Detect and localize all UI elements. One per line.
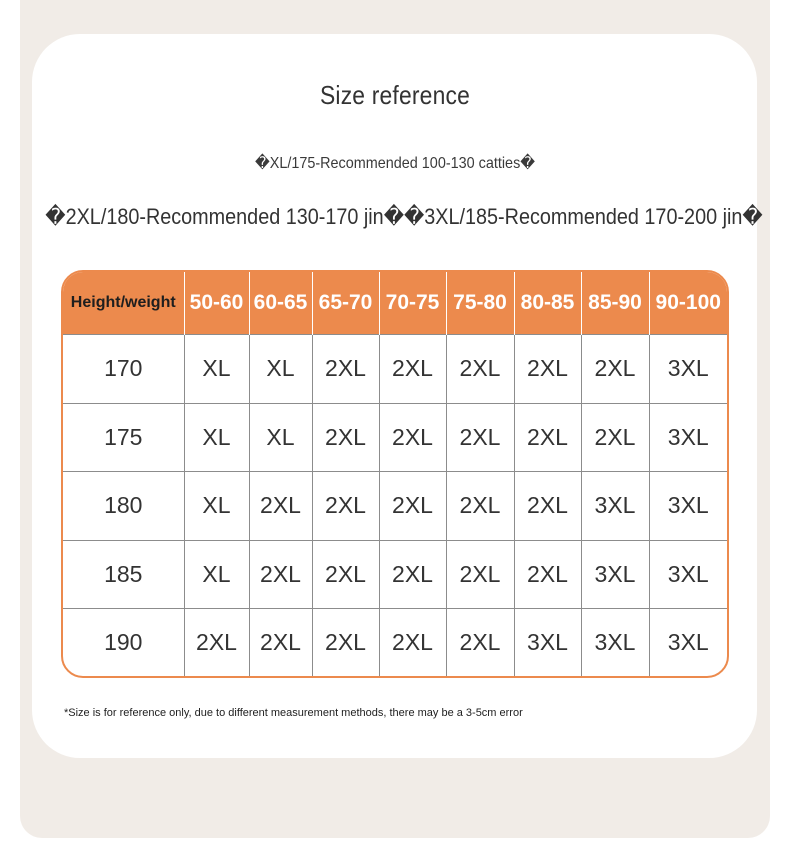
recommendation-line-2: �2XL/180-Recommended 130-170 jin��3XL/185-Recommended 170-200 jin� bbox=[45, 204, 763, 229]
size-cell: XL bbox=[184, 335, 249, 404]
size-cell: XL bbox=[184, 540, 249, 609]
size-cell: XL bbox=[184, 403, 249, 472]
height-cell: 175 bbox=[63, 403, 184, 472]
size-cell: 2XL bbox=[514, 540, 581, 609]
size-cell: XL bbox=[249, 403, 312, 472]
size-cell: 2XL bbox=[312, 540, 379, 609]
size-cell: 2XL bbox=[514, 335, 581, 404]
weight-header: 70-75 bbox=[379, 272, 446, 335]
size-cell: 2XL bbox=[379, 540, 446, 609]
size-cell: 3XL bbox=[649, 609, 727, 676]
weight-header: 60-65 bbox=[249, 272, 312, 335]
height-cell: 180 bbox=[63, 472, 184, 541]
table-header-row bbox=[63, 272, 727, 335]
size-cell: 3XL bbox=[649, 472, 727, 541]
size-cell: 2XL bbox=[581, 403, 649, 472]
size-cell: 2XL bbox=[184, 609, 249, 676]
page-title: Size reference bbox=[319, 80, 470, 110]
weight-header: 85-90 bbox=[581, 272, 649, 335]
corner-header: Height/weight bbox=[63, 272, 184, 335]
table-row bbox=[63, 335, 727, 404]
weight-header: 90-100 bbox=[649, 272, 727, 335]
size-disclaimer-footnote: *Size is for reference only, due to different measurement methods, there may be a 3-5cm error bbox=[64, 707, 523, 719]
size-cell: 2XL bbox=[446, 335, 514, 404]
weight-header: 80-85 bbox=[514, 272, 581, 335]
size-cell: 2XL bbox=[249, 540, 312, 609]
weight-header: 50-60 bbox=[184, 272, 249, 335]
size-cell: 2XL bbox=[312, 609, 379, 676]
size-cell: 2XL bbox=[379, 609, 446, 676]
weight-header: 65-70 bbox=[312, 272, 379, 335]
table-row bbox=[63, 609, 727, 676]
weight-header: 75-80 bbox=[446, 272, 514, 335]
size-cell: 2XL bbox=[446, 403, 514, 472]
size-cell: 3XL bbox=[649, 403, 727, 472]
size-cell: 2XL bbox=[514, 403, 581, 472]
size-cell: 2XL bbox=[379, 472, 446, 541]
height-cell: 170 bbox=[63, 335, 184, 404]
recommendation-line-1: �XL/175-Recommended 100-130 catties� bbox=[254, 155, 536, 172]
size-cell: 2XL bbox=[312, 335, 379, 404]
size-cell: 3XL bbox=[581, 540, 649, 609]
size-cell: 2XL bbox=[514, 472, 581, 541]
size-cell: 2XL bbox=[446, 472, 514, 541]
size-cell: 2XL bbox=[379, 335, 446, 404]
height-cell: 190 bbox=[63, 609, 184, 676]
size-cell: 3XL bbox=[649, 540, 727, 609]
size-cell: XL bbox=[249, 335, 312, 404]
size-cell: 2XL bbox=[446, 540, 514, 609]
size-cell: 3XL bbox=[581, 472, 649, 541]
size-cell: 3XL bbox=[581, 609, 649, 676]
size-cell: 3XL bbox=[649, 335, 727, 404]
height-cell: 185 bbox=[63, 540, 184, 609]
table-row bbox=[63, 540, 727, 609]
size-cell: 2XL bbox=[446, 609, 514, 676]
size-chart-table bbox=[61, 270, 729, 678]
size-cell: XL bbox=[184, 472, 249, 541]
table-row bbox=[63, 472, 727, 541]
size-cell: 2XL bbox=[312, 403, 379, 472]
size-cell: 2XL bbox=[249, 609, 312, 676]
size-cell: 2XL bbox=[581, 335, 649, 404]
size-cell: 2XL bbox=[312, 472, 379, 541]
table-row bbox=[63, 403, 727, 472]
size-cell: 2XL bbox=[379, 403, 446, 472]
size-cell: 3XL bbox=[514, 609, 581, 676]
size-cell: 2XL bbox=[249, 472, 312, 541]
